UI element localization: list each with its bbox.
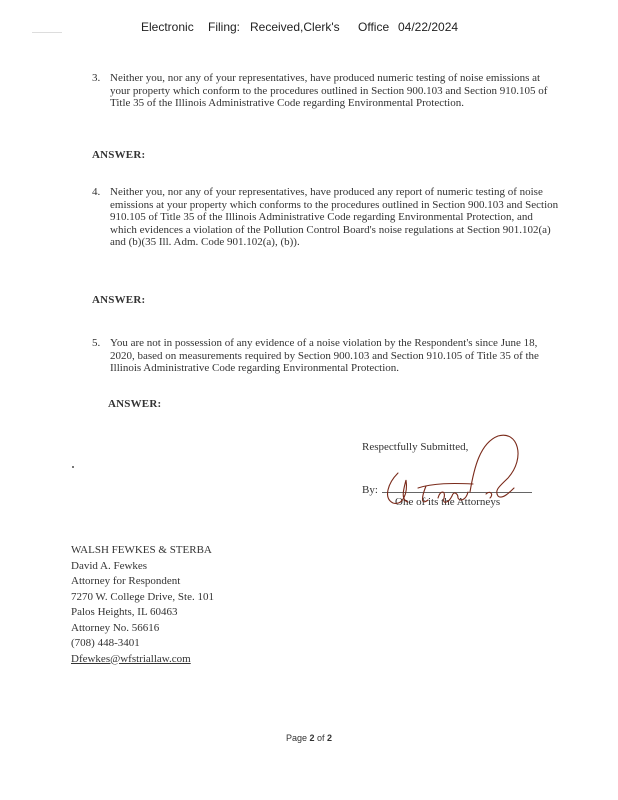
request-item-4 [92,186,562,249]
firm-email-link[interactable]: Dfewkes@wfstriallaw.com [71,652,191,665]
firm-attorney-number: Attorney No. 56616 [71,621,160,634]
one-of-attorneys: One of its the Attorneys [395,496,501,508]
item-number: 4. [92,186,101,198]
item-text: Neither you, nor any of your representatives, have produced numeric testing of noise emissions at your property which conform to the procedures outlined in Section 900.103 and Section 910.105 of Title 35 of the Illinois Administrative Code regarding Environmental Protection. [110,72,548,109]
request-item-5 [92,337,562,375]
page-footer [0,733,618,743]
item-text: You are not in possession of any evidence of a noise violation by the Respondent's since June 18, 2020, based on measurements required by Section 900.103 and Section 910.105 of Title 35 of the Illinois Administrative Code regarding Environmental Protection. [110,337,539,374]
answer-label-4: ANSWER: [92,294,146,306]
firm-attorney: David A. Fewkes [71,559,148,572]
stray-mark [72,466,74,468]
header-filing: Filing: [208,20,241,34]
firm-phone: (708) 448-3401 [71,637,140,649]
firm-role: Attorney for Respondent [71,575,181,587]
header-date: 04/22/2024 [398,20,459,34]
item-number: 3. [92,72,101,84]
item-number: 5. [92,337,101,349]
footer-of-word: of [317,733,325,743]
footer-current-page: 2 [309,733,315,743]
footer-total-pages: 2 [327,733,333,743]
header-office: Office [358,20,390,34]
firm-address-2: Palos Heights, IL 60463 [71,606,178,618]
answer-label-3: ANSWER: [92,149,146,161]
firm-address-1: 7270 W. College Drive, Ste. 101 [71,590,214,603]
handwritten-signature-icon [378,428,538,518]
answer-label-5: ANSWER: [108,398,162,410]
item-text: Neither you, nor any of your representatives, have produced any report of numeric testing of noise emissions at your property which conforms to the procedures outlined in Section 900.103 and Section 910.105 of Title 35 of the Illinois Administrative Code regarding Environmental Protection, and which evidences a violation of the Pollution Control Board's noise regulations at Section 901.102(a) and (b)(35 Ill. Adm. Code 901.102(a), (b)). [110,186,559,248]
by-label: By: [362,484,378,496]
header-electronic: Electronic [141,20,194,34]
firm-block [71,543,214,667]
footer-page-word: Page [285,733,307,743]
scan-mark [32,32,62,33]
header-received: Received,Clerk's [250,20,340,34]
firm-name: WALSH FEWKES & STERBA [71,544,212,556]
respectfully-submitted: Respectfully Submitted, [362,441,469,453]
request-item-3 [92,72,562,110]
